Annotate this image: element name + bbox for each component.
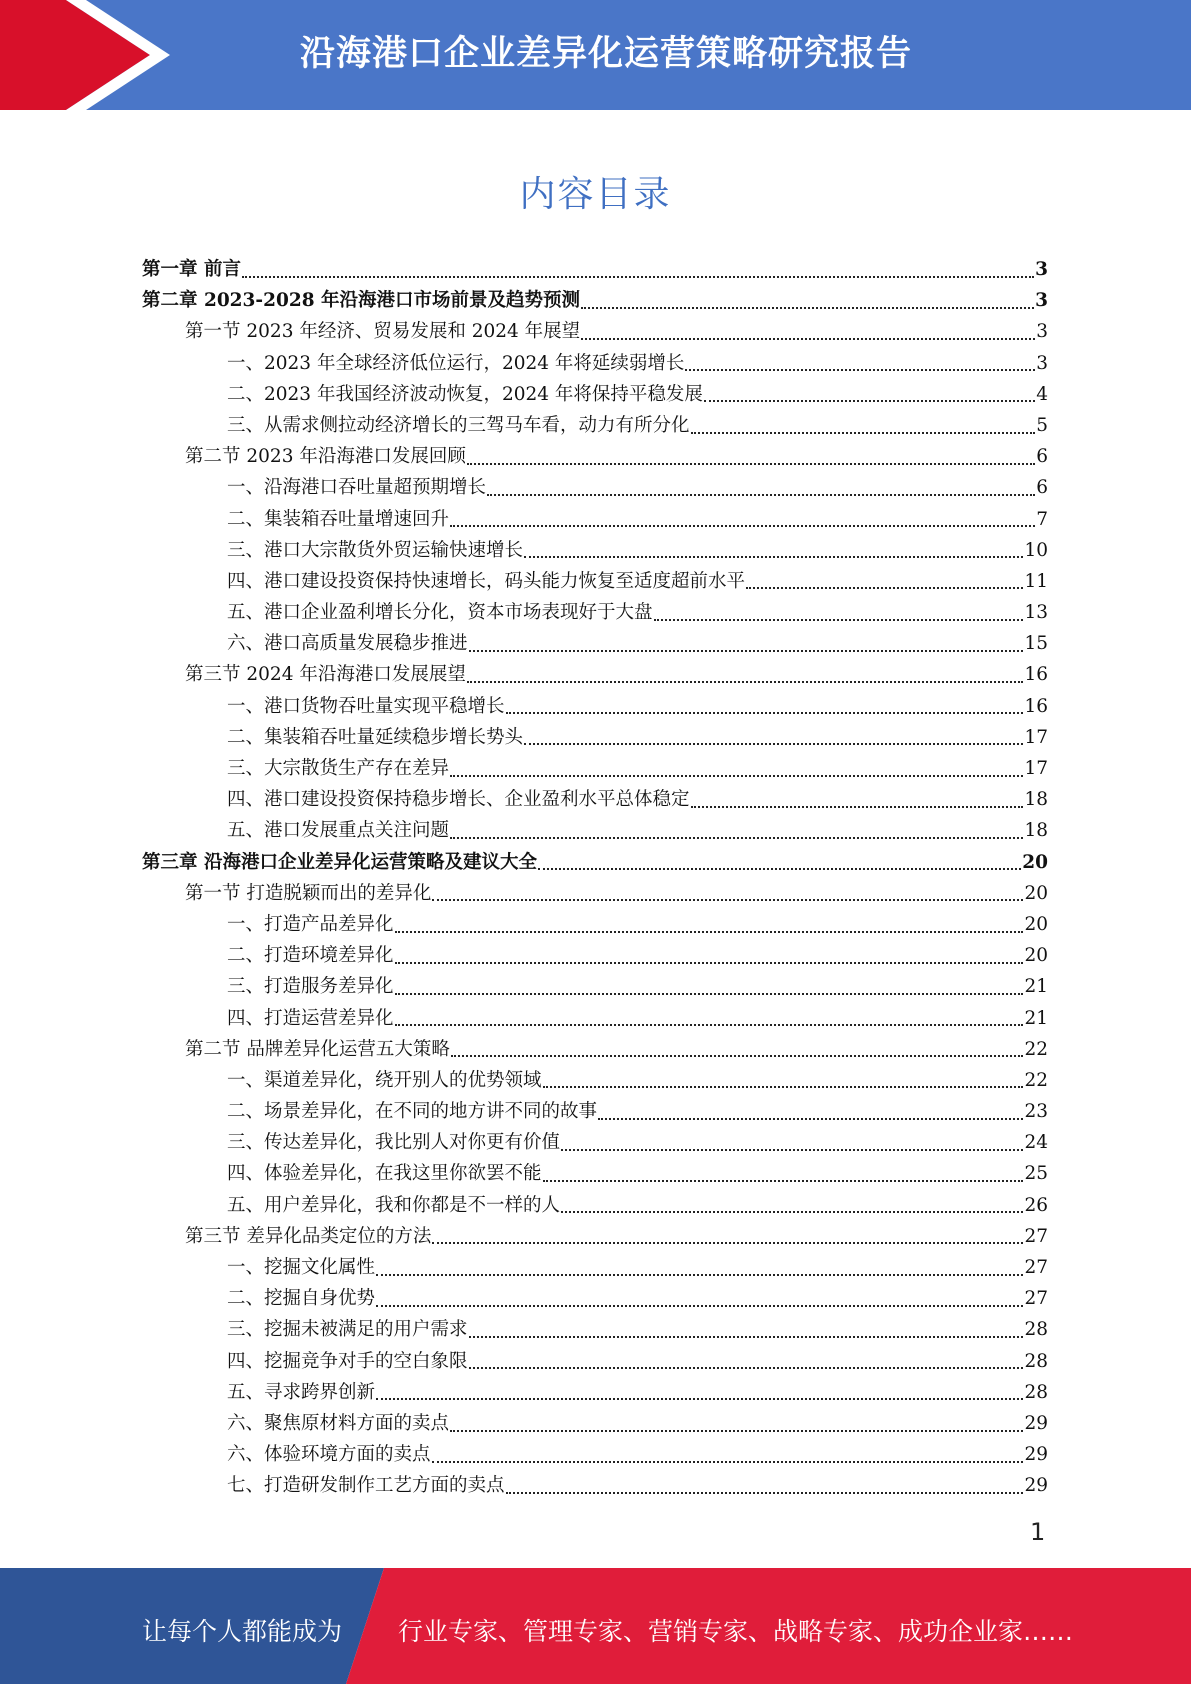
toc-entry-page: 20 (1024, 882, 1048, 904)
toc-entry-title: 一、2023 年全球经济低位运行，2024 年将延续弱增长 (227, 352, 685, 374)
dot-leader (395, 931, 1024, 933)
toc-entry[interactable] (142, 1003, 1048, 1034)
dot-leader (450, 837, 1023, 839)
toc-entry-title: 三、从需求侧拉动经济增长的三驾马车看，动力有所分化 (227, 414, 690, 436)
dot-leader (467, 463, 1035, 465)
toc-entry[interactable] (142, 753, 1048, 784)
toc-entry-page: 23 (1024, 1101, 1048, 1123)
toc-entry-title: 第一节 2023 年经济、贸易发展和 2024 年展望 (185, 321, 581, 343)
toc-entry-page: 20 (1022, 851, 1048, 873)
toc-entry-title: 一、沿海港口吞吐量超预期增长 (227, 477, 487, 499)
header-banner (0, 0, 1191, 110)
dot-leader (450, 1430, 1023, 1432)
toc-entry[interactable] (142, 878, 1048, 909)
toc-heading: 内容目录 (519, 174, 672, 215)
toc-entry-title: 六、聚焦原材料方面的卖点 (227, 1412, 450, 1434)
footer-banner (0, 1568, 1191, 1684)
toc-entry-page: 11 (1024, 570, 1048, 592)
toc-entry[interactable] (142, 316, 1048, 347)
dot-leader (691, 806, 1024, 808)
toc-entry[interactable] (142, 628, 1048, 659)
toc-entry-title: 二、集装箱吞吐量延续稳步增长势头 (227, 726, 524, 748)
dot-leader (487, 494, 1035, 496)
dot-leader (543, 1180, 1024, 1182)
toc-entry[interactable] (142, 1377, 1048, 1408)
toc-entry[interactable] (142, 1127, 1048, 1158)
footer-slogan-right: 行业专家、管理专家、营销专家、战略专家、成功企业家…… (398, 1617, 1074, 1646)
dot-leader (524, 556, 1023, 558)
toc-entry[interactable] (142, 1065, 1048, 1096)
toc-entry[interactable] (142, 971, 1048, 1002)
toc-entry-page: 20 (1024, 913, 1048, 935)
toc-entry-title: 二、场景差异化，在不同的地方讲不同的故事 (227, 1101, 598, 1123)
toc-entry-page: 17 (1024, 758, 1048, 779)
toc-entry[interactable] (142, 722, 1048, 753)
toc-entry-page: 13 (1024, 602, 1048, 624)
toc-entry-title: 四、港口建设投资保持快速增长，码头能力恢复至适度超前水平 (227, 570, 746, 592)
dot-leader (432, 899, 1023, 901)
footer-slogan-left: 让每个人都能成为 (142, 1617, 343, 1646)
toc-entry-title: 五、用户差异化，我和你都是不一样的人 (227, 1194, 561, 1216)
toc-entry[interactable] (142, 597, 1048, 628)
toc-entry-page: 3 (1035, 290, 1048, 312)
toc-entry-title: 四、港口建设投资保持稳步增长、企业盈利水平总体稳定 (227, 789, 690, 811)
dot-leader (432, 1242, 1023, 1244)
toc-entry-title: 一、挖掘文化属性 (227, 1257, 376, 1278)
dot-leader (469, 650, 1024, 652)
toc-entry-page: 4 (1036, 383, 1048, 405)
dot-leader (506, 712, 1024, 714)
toc-entry-page: 16 (1024, 664, 1048, 686)
dot-leader (432, 1461, 1024, 1463)
dot-leader (376, 1274, 1023, 1276)
toc-entry-page: 21 (1024, 1007, 1048, 1029)
toc-entry[interactable] (142, 909, 1048, 940)
toc-entry-title: 第三节 2024 年沿海港口发展展望 (185, 664, 466, 686)
toc-entry[interactable] (142, 504, 1048, 535)
toc-entry[interactable] (142, 1096, 1048, 1127)
toc-entry-title: 三、传达差异化，我比别人对你更有价值 (227, 1132, 561, 1154)
dot-leader (581, 307, 1034, 309)
toc-entry-title: 二、打造环境差异化 (227, 945, 394, 967)
dot-leader (746, 587, 1023, 589)
dot-leader (561, 1149, 1023, 1151)
toc-entry[interactable] (142, 285, 1048, 316)
dot-leader (538, 868, 1021, 870)
toc-entry[interactable] (142, 379, 1048, 410)
toc-entry-title: 六、港口高质量发展稳步推进 (227, 633, 468, 655)
toc-entry-title: 四、挖掘竞争对手的空白象限 (227, 1350, 468, 1372)
toc-entry[interactable] (142, 566, 1048, 597)
dot-leader (469, 1336, 1024, 1338)
toc-entry-page: 27 (1024, 1288, 1048, 1310)
toc-entry[interactable] (142, 441, 1048, 472)
dot-leader (395, 962, 1024, 964)
dot-leader (451, 1055, 1024, 1057)
dot-leader (654, 619, 1024, 621)
table-of-contents (142, 254, 1048, 1502)
toc-entry[interactable] (142, 1439, 1048, 1470)
dot-leader (524, 743, 1023, 745)
toc-entry-page: 18 (1024, 820, 1048, 842)
toc-entry-title: 第二章 2023-2028 年沿海港口市场前景及趋势预测 (142, 290, 581, 312)
toc-entry-title: 三、大宗散货生产存在差异 (227, 758, 450, 779)
toc-entry-page: 28 (1024, 1319, 1048, 1341)
toc-entry-title: 五、寻求跨界创新 (227, 1381, 376, 1403)
toc-entry-page: 21 (1024, 976, 1048, 998)
toc-entry-title: 三、挖掘未被满足的用户需求 (227, 1319, 468, 1341)
toc-entry-page: 22 (1024, 1038, 1048, 1060)
dot-leader (598, 1118, 1023, 1120)
dot-leader (376, 1398, 1023, 1400)
toc-entry-page: 28 (1024, 1381, 1048, 1403)
toc-entry[interactable] (142, 1346, 1048, 1377)
toc-entry-title: 四、打造运营差异化 (227, 1007, 394, 1029)
toc-entry-title: 三、港口大宗散货外贸运输快速增长 (227, 539, 524, 561)
toc-entry-page: 29 (1024, 1444, 1048, 1466)
dot-leader (543, 1086, 1024, 1088)
dot-leader (704, 400, 1035, 402)
toc-entry-title: 一、港口货物吞吐量实现平稳增长 (227, 695, 505, 717)
dot-leader (450, 775, 1023, 777)
toc-entry-title: 六、体验环境方面的卖点 (227, 1444, 431, 1466)
toc-entry-title: 第一章 前言 (142, 259, 241, 280)
toc-entry[interactable] (142, 1252, 1048, 1283)
dot-leader (581, 338, 1035, 340)
dot-leader (450, 525, 1035, 527)
toc-entry-title: 二、集装箱吞吐量增速回升 (227, 508, 450, 530)
toc-entry-page: 3 (1035, 259, 1048, 280)
toc-entry-title: 二、挖掘自身优势 (227, 1288, 376, 1310)
toc-entry-page: 17 (1024, 726, 1048, 748)
toc-entry[interactable] (142, 1470, 1048, 1501)
toc-entry-page: 3 (1036, 321, 1048, 343)
toc-entry[interactable] (142, 472, 1048, 503)
toc-entry-title: 七、打造研发制作工艺方面的卖点 (227, 1475, 505, 1497)
dot-leader (685, 369, 1035, 371)
toc-entry-page: 25 (1024, 1163, 1048, 1185)
toc-entry[interactable] (142, 1034, 1048, 1065)
dot-leader (561, 1211, 1023, 1213)
toc-entry[interactable] (142, 1283, 1048, 1314)
toc-entry-title: 第三节 差异化品类定位的方法 (185, 1225, 432, 1247)
toc-entry[interactable] (142, 535, 1048, 566)
toc-entry[interactable] (142, 348, 1048, 379)
toc-entry-title: 第一节 打造脱颖而出的差异化 (185, 882, 432, 904)
toc-entry-title: 三、打造服务差异化 (227, 976, 394, 998)
toc-entry-title: 第三章 沿海港口企业差异化运营策略及建议大全 (142, 851, 537, 873)
toc-entry-page: 15 (1024, 633, 1048, 655)
toc-entry-page: 5 (1036, 414, 1048, 436)
toc-entry-title: 一、渠道差异化，绕开别人的优势领域 (227, 1069, 542, 1091)
toc-entry-page: 6 (1036, 446, 1048, 468)
report-title: 沿海港口企业差异化运营策略研究报告 (300, 34, 913, 74)
toc-entry[interactable] (142, 410, 1048, 441)
toc-entry[interactable] (142, 659, 1048, 690)
toc-entry-title: 第二节 2023 年沿海港口发展回顾 (185, 446, 466, 468)
toc-entry-page: 24 (1024, 1132, 1048, 1154)
toc-entry-page: 27 (1024, 1257, 1048, 1278)
dot-leader (376, 1305, 1023, 1307)
toc-entry-title: 四、体验差异化，在我这里你欲罢不能 (227, 1163, 542, 1185)
toc-entry-title: 二、2023 年我国经济波动恢复，2024 年将保持平稳发展 (227, 383, 703, 405)
toc-entry[interactable] (142, 1158, 1048, 1189)
toc-entry-page: 27 (1024, 1225, 1048, 1247)
dot-leader (467, 681, 1024, 683)
toc-entry-page: 26 (1024, 1194, 1048, 1216)
toc-entry[interactable] (142, 1221, 1048, 1252)
toc-entry-page: 28 (1024, 1350, 1048, 1372)
dot-leader (395, 1024, 1024, 1026)
toc-entry-page: 3 (1036, 352, 1048, 374)
dot-leader (691, 432, 1036, 434)
dot-leader (242, 276, 1034, 278)
toc-entry-title: 第二节 品牌差异化运营五大策略 (185, 1038, 450, 1060)
toc-entry[interactable] (142, 1190, 1048, 1221)
toc-entry[interactable] (142, 815, 1048, 846)
toc-entry-page: 20 (1024, 945, 1048, 967)
toc-entry[interactable] (142, 1408, 1048, 1439)
toc-entry-page: 6 (1036, 477, 1048, 499)
toc-entry-title: 五、港口发展重点关注问题 (227, 820, 450, 842)
toc-entry[interactable] (142, 847, 1048, 878)
dot-leader (469, 1367, 1024, 1369)
toc-entry-page: 29 (1024, 1475, 1048, 1497)
toc-entry[interactable] (142, 784, 1048, 815)
toc-entry[interactable] (142, 940, 1048, 971)
toc-entry-page: 16 (1024, 695, 1048, 717)
toc-entry-title: 一、打造产品差异化 (227, 913, 394, 935)
toc-entry-page: 10 (1024, 539, 1048, 561)
toc-entry-title: 五、港口企业盈利增长分化，资本市场表现好于大盘 (227, 602, 653, 624)
dot-leader (395, 993, 1024, 995)
toc-entry-page: 7 (1036, 508, 1048, 530)
page-number: 1 (1030, 1518, 1046, 1546)
toc-entry[interactable] (142, 691, 1048, 722)
toc-entry-page: 29 (1024, 1412, 1048, 1434)
toc-entry[interactable] (142, 254, 1048, 285)
dot-leader (506, 1492, 1024, 1494)
toc-entry[interactable] (142, 1314, 1048, 1345)
toc-entry-page: 22 (1024, 1069, 1048, 1091)
toc-entry-page: 18 (1024, 789, 1048, 811)
